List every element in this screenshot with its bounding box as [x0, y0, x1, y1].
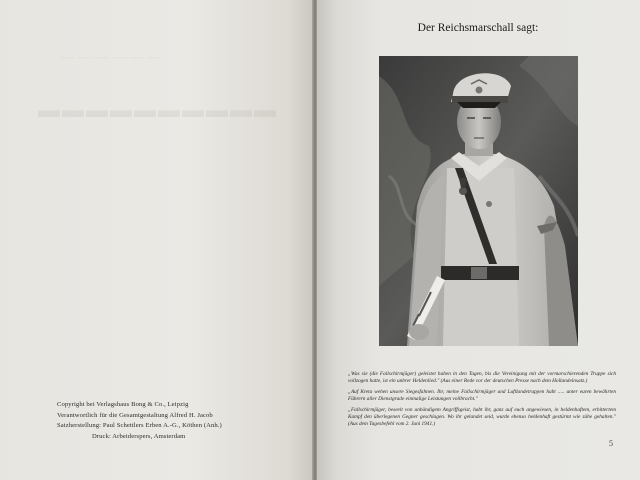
quote-paragraph: „Fallschirmjäger, beseelt von unbändigem Angriffsgeist, habt ihr, ganz auf euch angewiesen, in heldenhaftem, erbittertem Kampf den überlegenen Gegner geschlagen. Wo ihr gelandet seid, wurde ebenso heldenhaft gestürmt wie zähe gehalten." (Aus dem Tagesbefehl vom 2. Juni 1941.) — [348, 407, 616, 427]
left-page — [0, 0, 314, 480]
show-through-text: — — — — — — — [60, 50, 162, 65]
quote-paragraph: „Was sie (die Fallschirmjäger) geleistet haben in den Tagen, bis die Vereinigung mit der vormarschierenden Truppe sich vollzogen hatte, ist ein unbrer Heldenlied." (Aus einer Rede vor der deutschen Presse nach dem Hollandeinsatz.) — [348, 371, 616, 384]
quote-paragraph: „Auf Kreta wehen unsere Siegesfahnen. Ihr, meine Fallschirmjäger und Luftlandetruppen habt ..... unter euren bewährten Führern aller Dienstgrade einmalige Leistungen vollbracht." — [348, 389, 616, 402]
page-heading: Der Reichsmarschall sagt: — [417, 22, 539, 34]
imprint-copyright: Copyright bei Verlagshaus Bong & Co., Leipzig — [57, 401, 189, 408]
imprint-printing: Druck: Arbeiderspers, Amsterdam — [92, 432, 186, 440]
imprint-typesetting: Satzherstellung: Paul Schettlers Erben A.-G., Köthen (Anh.) — [57, 422, 222, 429]
imprint-block — [57, 400, 247, 442]
portrait-photo — [379, 56, 578, 346]
imprint-responsible: Verantwortlich für die Gesamtgestaltung Alfred H. Jacob — [57, 411, 213, 419]
page-number: 5 — [609, 439, 613, 448]
show-through-text: ▬▬▬▬▬▬▬▬▬▬ — [36, 97, 276, 122]
quote-caption — [348, 371, 616, 432]
